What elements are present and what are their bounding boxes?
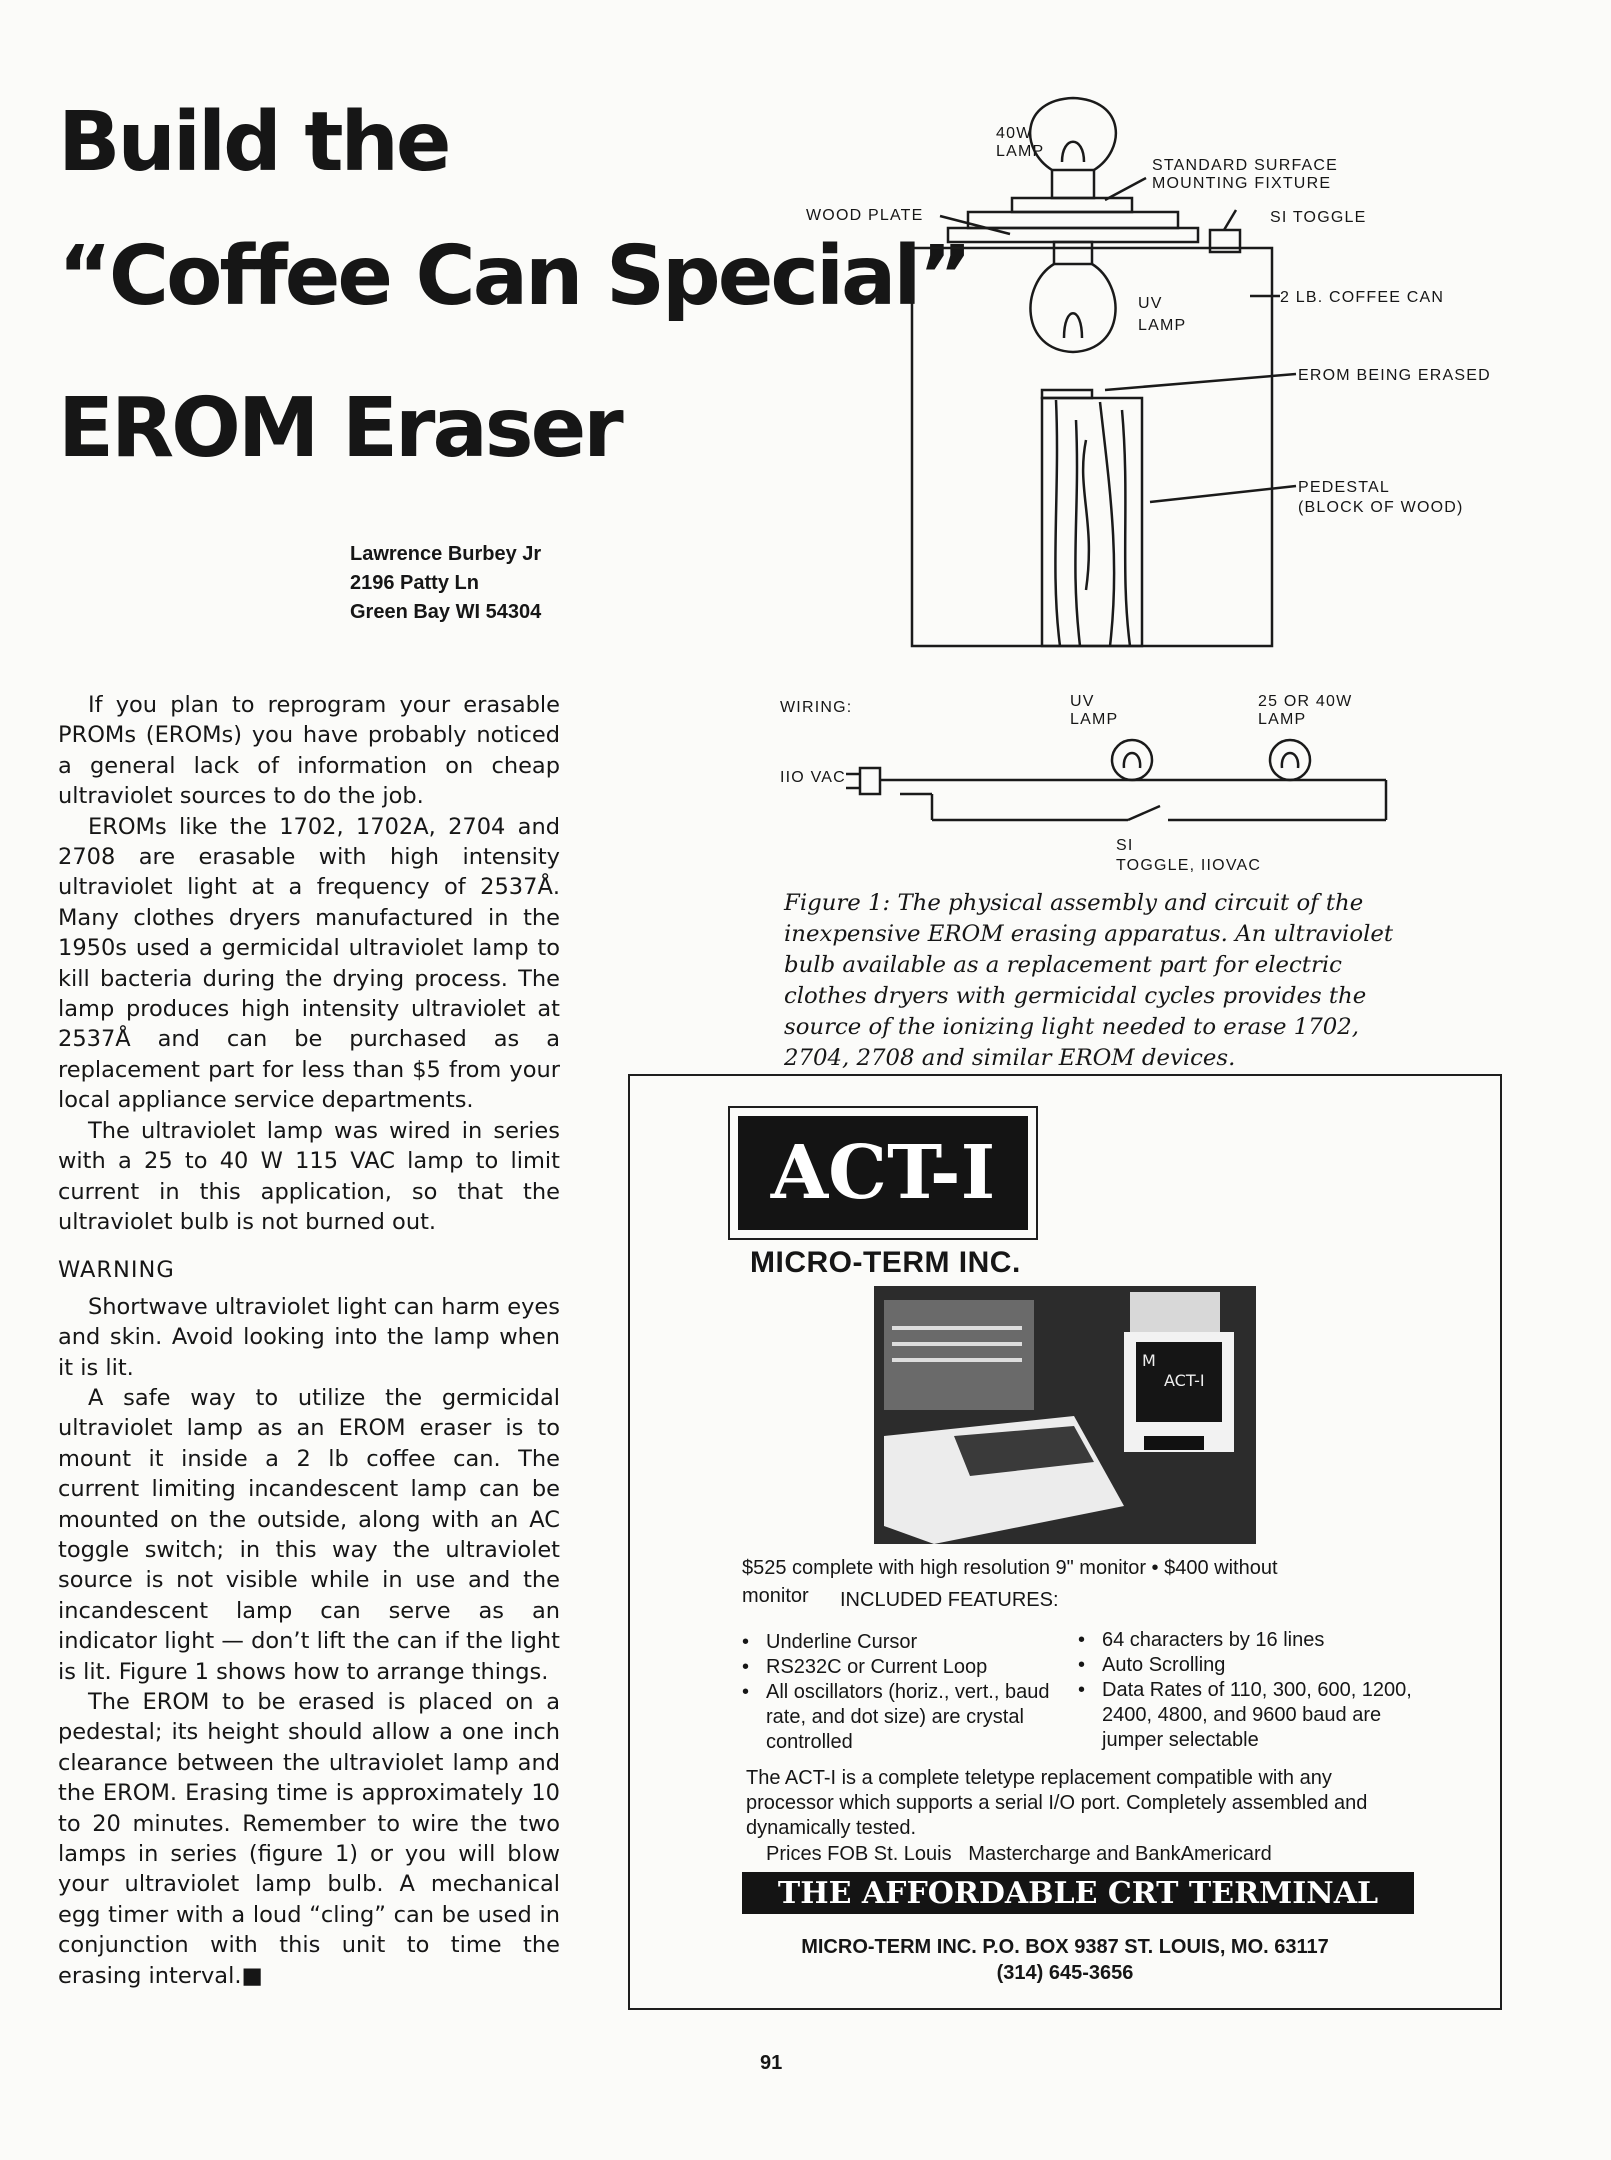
coffee-can-shape — [912, 248, 1272, 646]
lamp-symbol — [1270, 740, 1310, 780]
price-line-1: $525 complete with high resolution 9" monitor • $400 without — [742, 1557, 1278, 1579]
wiring-switch-label: SI — [1116, 837, 1134, 854]
assembly-diagram — [780, 90, 1500, 660]
label-erom: EROM BEING ERASED — [1298, 367, 1491, 384]
warning-heading: WARNING — [58, 1257, 175, 1284]
uv-lamp-symbol — [1112, 740, 1152, 780]
feature-item: • Auto Scrolling — [1078, 1653, 1418, 1678]
ad-phone: (314) 645-3656 — [996, 1962, 1134, 1984]
company-name: MICRO-TERM INC. — [750, 1246, 1021, 1279]
feature-item: • Underline Cursor — [742, 1630, 1062, 1655]
features-left — [742, 1630, 1062, 1755]
label-40w-lamp: 40W — [996, 125, 1033, 142]
tagline-banner: THE AFFORDABLE CRT TERMINAL — [742, 1872, 1414, 1914]
body-paragraph: The ultraviolet lamp was wired in series with a 25 to 40 W 115 VAC lamp to limit current in this application, so that the ultraviolet bulb is not burned out. — [58, 1117, 560, 1235]
label-wood-plate: WOOD PLATE — [806, 207, 924, 224]
price-line-2: monitor — [742, 1585, 809, 1607]
title-line-3: EROM Eraser — [58, 381, 621, 476]
wiring-lamp-label: 25 OR 40W — [1258, 693, 1353, 710]
ad-address: MICRO-TERM INC. P.O. BOX 9387 ST. LOUIS, MO. 63117 — [801, 1936, 1329, 1958]
title-line-1: Build the — [58, 95, 449, 190]
logo-text: ACT-I — [738, 1116, 1028, 1230]
wiring-switch-label-2: TOGGLE, IIOVAC — [1116, 857, 1262, 874]
article-body — [58, 690, 560, 1991]
product-photo — [874, 1286, 1256, 1544]
body-paragraph: EROMs like the 1702, 1702A, 2704 and 2708 are erasable with high intensity ultraviolet light at a frequency of 2537Å. Many clothes dryers manufactured in the 1950s used a germicidal ultraviolet lamp to kill bacteria during the drying process. The lamp produces high intensity ultraviolet at 2537Å and can be purchased as a replacement part for less than $5 from your local appliance service departments. — [58, 813, 560, 1114]
wiring-uv-label-2: LAMP — [1070, 711, 1119, 728]
advertisement — [628, 1074, 1502, 2010]
product-description: The ACT-I is a complete teletype replacement compatible with any processor which supports a serial I/O port. Completely assembled and dynamically tested. — [746, 1767, 1368, 1839]
label-coffee-can: 2 LB. COFFEE CAN — [1280, 289, 1445, 306]
feature-item: • 64 characters by 16 lines — [1078, 1628, 1418, 1653]
page-number: 91 — [760, 2052, 783, 2074]
features-heading: INCLUDED FEATURES: — [840, 1589, 1059, 1611]
author-name: Lawrence Burbey Jr — [350, 543, 542, 565]
feature-item: • Data Rates of 110, 300, 600, 1200, 2400, 4800, and 9600 baud are jumper selectable — [1078, 1678, 1418, 1753]
terminal-illustration — [874, 1286, 1256, 1544]
author-city: Green Bay WI 54304 — [350, 601, 542, 623]
label-pedestal-2: (BLOCK OF WOOD) — [1298, 499, 1464, 516]
label-40w-lamp-2: LAMP — [996, 143, 1045, 160]
vac-label: IIO VAC — [780, 769, 846, 786]
label-uv-lamp: UV — [1138, 295, 1163, 312]
plug-shape — [860, 768, 880, 794]
uv-lamp-shape — [1030, 264, 1115, 352]
payment-info: Prices FOB St. Louis Mastercharge and BankAmericard — [766, 1843, 1272, 1865]
wood-plate-shape — [968, 212, 1178, 228]
label-pedestal: PEDESTAL — [1298, 479, 1390, 496]
feature-item: • RS232C or Current Loop — [742, 1655, 1062, 1680]
label-fixture-2: MOUNTING FIXTURE — [1152, 175, 1332, 192]
figure-caption: Figure 1: The physical assembly and circuit of the inexpensive EROM erasing apparatus. An ultraviolet bulb available as a replacement part for electric clothes dryers with germicidal cycles provides the source of the ionizing light needed to erase 1702, 2704, 2708 and similar EROM devices. — [784, 890, 1394, 1071]
body-paragraph: Shortwave ultraviolet light can harm eyes and skin. Avoid looking into the lamp when it is lit. — [58, 1293, 560, 1381]
wiring-lamp-label-2: LAMP — [1258, 711, 1307, 728]
wiring-label: WIRING: — [780, 699, 853, 716]
act-logo — [728, 1106, 1038, 1240]
screen-label: ACT-I — [1164, 1371, 1205, 1390]
title-line-2: “Coffee Can Special” — [58, 229, 970, 324]
svg-text:M: M — [1142, 1351, 1156, 1370]
author-byline — [350, 540, 541, 627]
feature-item: • All oscillators (horiz., vert., baud rate, and dot size) are crystal controlled — [742, 1680, 1062, 1755]
wiring-uv-label: UV — [1070, 693, 1095, 710]
body-paragraph: A safe way to utilize the germicidal ultraviolet lamp as an EROM eraser is to mount it inside a 2 lb coffee can. The current limiting incandescent lamp can be mounted on the outside, along with an AC toggle switch; in this way the ultraviolet source is not visible while in use and the incandescent lamp can serve as an indicator light — don’t lift the can if the light is lit. Figure 1 shows how to arrange things. — [58, 1384, 560, 1685]
body-paragraph: If you plan to reprogram your erasable PROMs (EROMs) you have probably noticed a general lack of information on cheap ultraviolet sources to do the job. — [58, 692, 560, 810]
body-paragraph: The EROM to be erased is placed on a pedestal; its height should allow a one inch clearance between the ultraviolet lamp and the EROM. Erasing time is approximately 10 to 20 minutes. Remember to wire the two lamps in series (figure 1) or you will blow your ultraviolet lamp bulb. A mechanical egg timer with a loud “cling” can be used in conjunction with this unit to time the erasing interval.■ — [58, 1689, 560, 1989]
label-toggle: SI TOGGLE — [1270, 209, 1367, 226]
label-uv-lamp-2: LAMP — [1138, 317, 1187, 334]
switch-shape — [1128, 806, 1160, 820]
features-right — [1078, 1628, 1418, 1753]
author-street: 2196 Patty Ln — [350, 572, 479, 594]
wiring-diagram — [776, 690, 1416, 880]
label-fixture: STANDARD SURFACE — [1152, 157, 1339, 174]
